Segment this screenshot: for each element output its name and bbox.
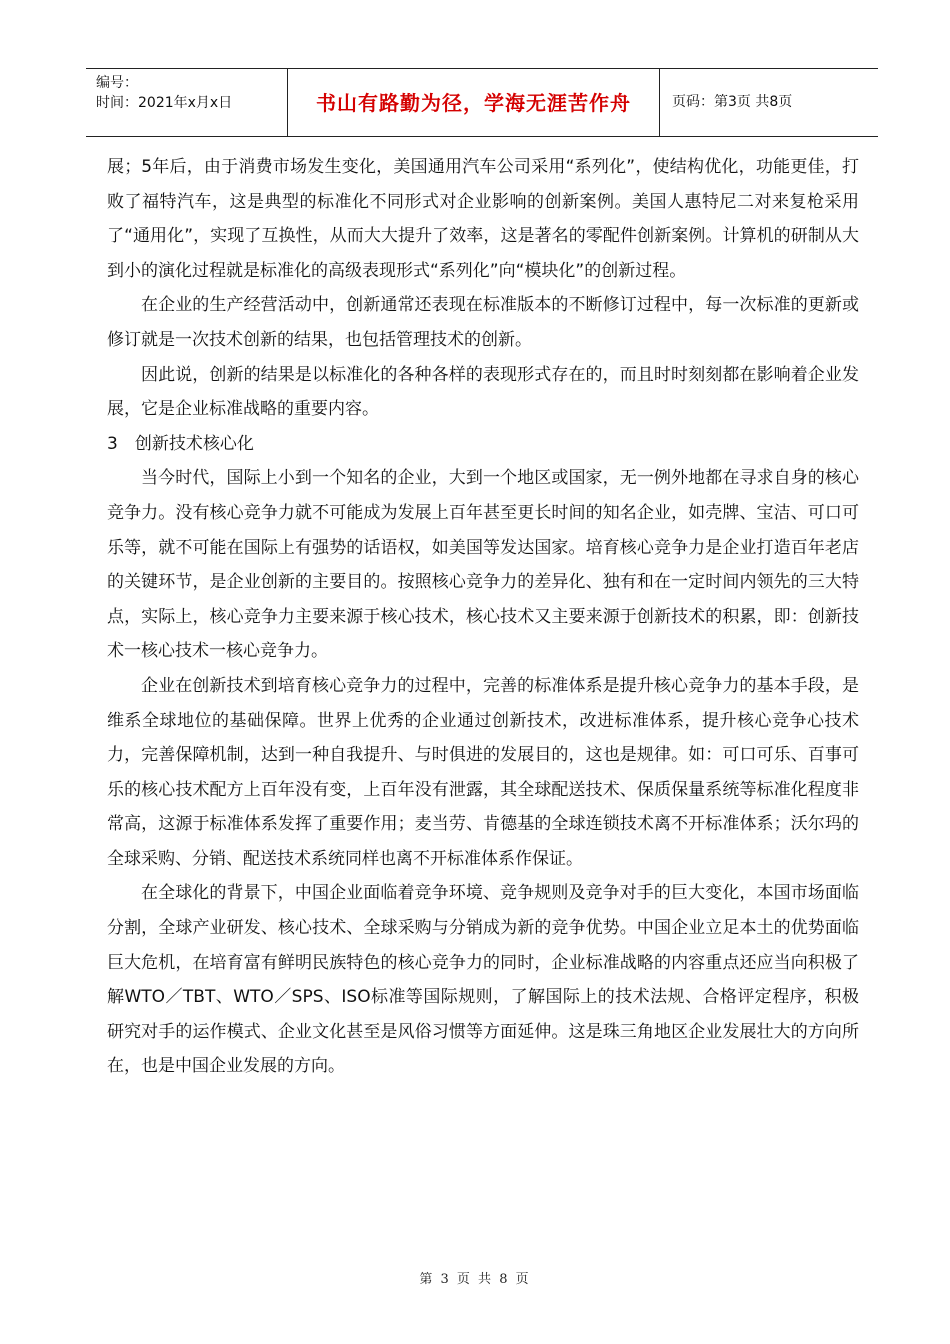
document-time-label: 时间：2021年x月x日 xyxy=(96,95,233,111)
paragraph-2: 在企业的生产经营活动中，创新通常还表现在标准版本的不断修订过程中，每一次标准的更新或修订就是一次技术创新的结果，也包括管理技术的创新。 xyxy=(107,295,859,350)
paragraph-6: 在全球化的背景下，中国企业面临着竞争环境、竞争规则及竞争对手的巨大变化，本国市场面临分割，全球产业研发、核心技术、全球采购与分销成为新的竞争优势。中国企业立足本土的优势面临巨大危机，在培育富有鲜明民族特色的核心竞争力的同时，企业标准战略的内容重点还应当向积极了解WTO／TBT、WTO／SPS、ISO标准等国际规则，了解国际上的技术法规、合格评定程序，积极研究对手的运作模式、企业文化甚至是风俗习惯等方面延伸。这是珠三角地区企业发展壮大的方向所在，也是中国企业发展的方向。 xyxy=(107,883,859,1077)
paragraph-4: 当今时代，国际上小到一个知名的企业，大到一个地区或国家，无一例外地都在寻求自身的核心竞争力。没有核心竞争力就不可能成为发展上百年甚至更长时间的知名企业，如壳牌、宝洁、可口可乐等，就不可能在国际上有强势的话语权，如美国等发达国家。培育核心竞争力是企业打造百年老店的关键环节，是企业创新的主要目的。按照核心竞争力的差异化、独有和在一定时间内领先的三大特点，实际上，核心竞争力主要来源于核心技术，核心技术又主要来源于创新技术的积累，即：创新技术一核心技术一核心竞争力。 xyxy=(107,468,859,662)
page-header xyxy=(86,68,878,137)
section-heading: 3 创新技术核心化 xyxy=(107,433,254,454)
header-motto-cell xyxy=(288,69,660,136)
page-footer: 第 3 页 共 8 页 xyxy=(419,1272,531,1287)
header-page-cell xyxy=(660,69,878,136)
document-number-label: 编号： xyxy=(96,75,138,91)
header-motto: 书山有路勤为径，学海无涯苦作舟 xyxy=(316,91,631,115)
header-meta-cell xyxy=(86,69,288,136)
paragraph-5: 企业在创新技术到培育核心竞争力的过程中，完善的标准体系是提升核心竞争力的基本手段，是维系全球地位的基础保障。世界上优秀的企业通过创新技术，改进标准体系，提升核心竞争心技术力，完善保障机制，达到一种自我提升、与时俱进的发展目的，这也是规律。如：可口可乐、百事可乐的核心技术配方上百年没有变，上百年没有泄露，其全球配送技术、保质保量系统等标准化程度非常高，这源于标准体系发挥了重要作用；麦当劳、肯德基的全球连锁技术离不开标准体系；沃尔玛的全球采购、分销、配送技术系统同样也离不开标准体系作保证。 xyxy=(107,675,859,869)
paragraph-1: 展；5年后，由于消费市场发生变化，美国通用汽车公司采用“系列化”，使结构优化，功能更佳，打败了福特汽车，这是典型的标准化不同形式对企业影响的创新案例。美国人惠特尼二对来复枪采用了“通用化”，实现了互换性，从而大大提升了效率，这是著名的零配件创新案例。计算机的研制从大到小的演化过程就是标准化的高级表现形式“系列化”向“模块化”的创新过程。 xyxy=(107,157,859,281)
header-page-info: 页码：第3页 共8页 xyxy=(672,94,793,110)
document-body xyxy=(107,150,859,1084)
paragraph-3: 因此说，创新的结果是以标准化的各种各样的表现形式存在的，而且时时刻刻都在影响着企业发展，它是企业标准战略的重要内容。 xyxy=(107,364,859,420)
